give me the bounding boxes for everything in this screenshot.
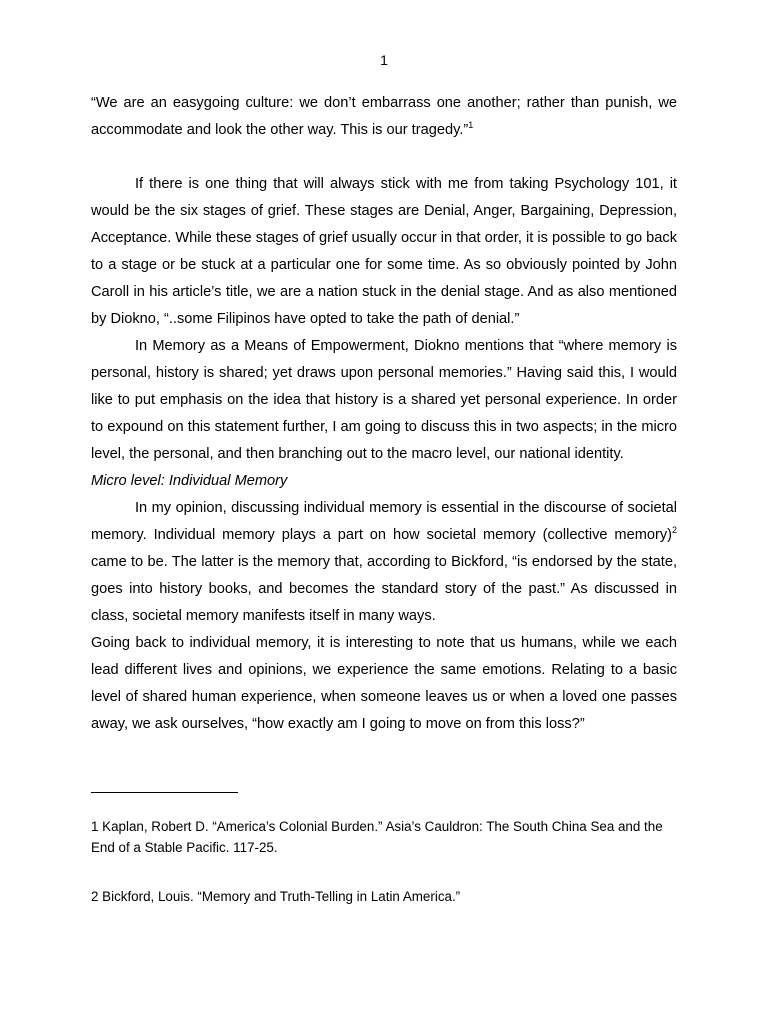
paragraph-memory-empowerment: In Memory as a Means of Empowerment, Diokno mentions that “where memory is personal, history is shared; yet draws upon personal memories.” Having said this, I would like to put emphasis on the idea that history is a shared yet personal experience. In order to expound on this statement further, I am going to discuss this in two aspects; in the micro level, the personal, and then branching out to the macro level, our national identity.: [91, 338, 677, 462]
section-subheading: Micro level: Individual Memory: [91, 473, 288, 489]
footnote-1: 1 Kaplan, Robert D. “America’s Colonial Burden.” Asia’s Cauldron: The South China Sea and the End of a Stable Pacific. 117-25.: [91, 819, 663, 855]
footnote-2: 2 Bickford, Louis. “Memory and Truth-Telling in Latin America.”: [91, 889, 461, 904]
page-number: 1: [380, 52, 388, 68]
paragraph-stages-of-grief: If there is one thing that will always stick with me from taking Psychology 101, it would be the six stages of grief. These stages are Denial, Anger, Bargaining, Depression, Acceptance. While these stages of grief usually occur in that order, it is possible to go back to a stage or be stuck at a particular one for some time. As so obviously pointed by John Caroll in his article’s title, we are a nation stuck in the denial stage. And as also mentioned by Diokno, “..some Filipinos have opted to take the path of denial.”: [91, 176, 677, 327]
paragraph-individual-memory: [91, 495, 677, 630]
footnote-reference-2: 2: [671, 525, 677, 535]
footnote-reference-1: 1: [468, 120, 474, 130]
paragraph-shared-emotions: Going back to individual memory, it is interesting to note that us humans, while we each lead different lives and opinions, we experience the same emotions. Relating to a basic level of shared human experience, when someone leaves us or when a loved one passes away, we ask ourselves, “how exactly am I going to move on from this loss?”: [91, 635, 677, 732]
paragraph-individual-memory-text-continued: came to be. The latter is the memory that, according to Bickford, “is endorsed by the state, goes into history books, and becomes the standard story of the past.” As discussed in class, societal memory manifests itself in many ways.: [91, 554, 677, 624]
paragraph-individual-memory-text: In my opinion, discussing individual memory is essential in the discourse of societal memory. Individual memory plays a part on how societal memory (collective memory): [91, 500, 677, 543]
footnote-separator: [91, 792, 238, 793]
body-text: [91, 90, 677, 738]
epigraph: [91, 90, 677, 144]
footnotes: [91, 816, 681, 907]
epigraph-text: “We are an easygoing culture: we don’t embarrass one another; rather than punish, we accommodate and look the other way. This is our tragedy.”: [91, 95, 677, 138]
